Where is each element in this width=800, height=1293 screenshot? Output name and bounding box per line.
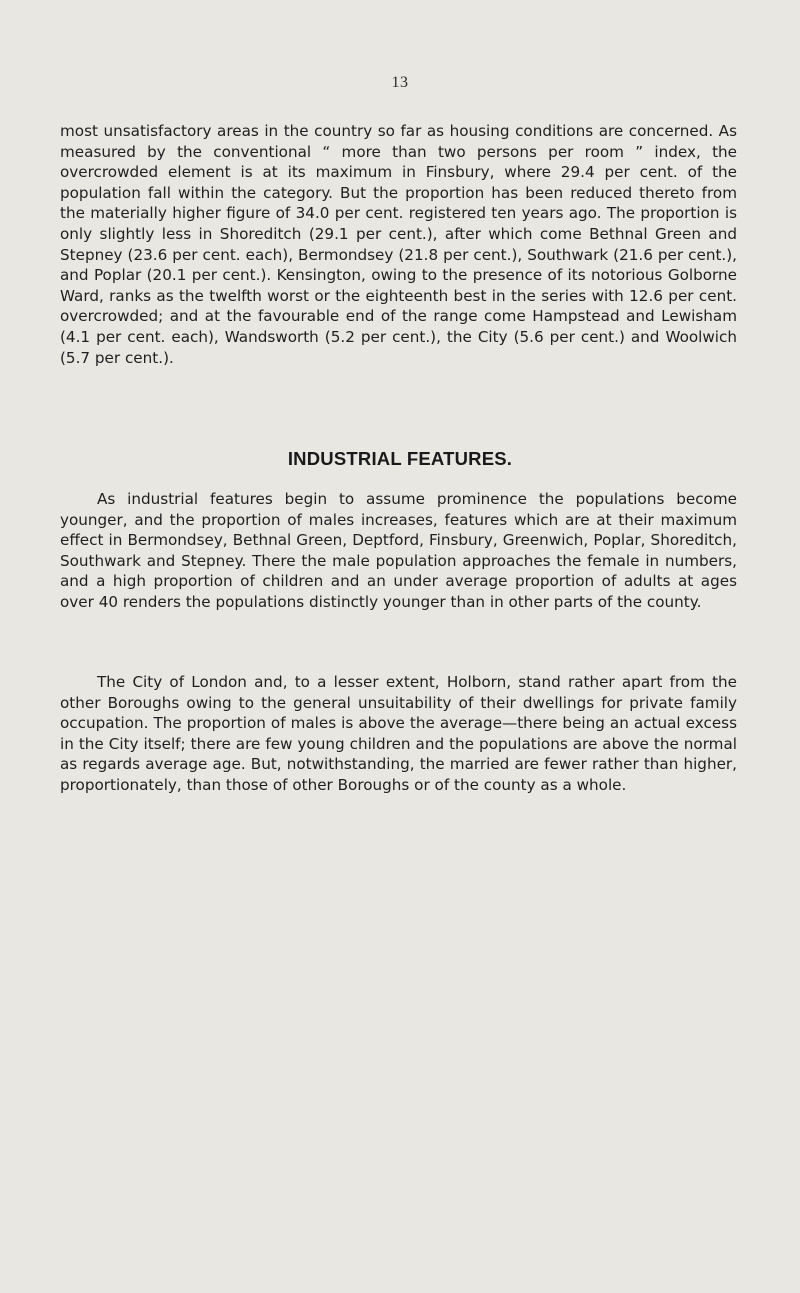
page-number: 13 (391, 74, 409, 91)
section-heading: INDUSTRIAL FEATURES. (287, 448, 513, 469)
body-paragraph-housing: most unsatisfactory areas in the country so far as housing conditions are concerned. As measured by the conventional “ more than two persons per room ” index, the overcrowded element is at its maximum in Finsbury, where 29.4 per cent. of the population fall within the category. But the proportion has been reduced thereto from the materially higher figure of 34.0 per cent. registered ten years ago. The proportion is only slightly less in Shoreditch (29.1 per cent.), after which come Bethnal Green and Stepney (23.6 per cent. each), Bermondsey (21.8 per cent.), Southwark (21.6 per cent.), and Poplar (20.1 per cent.). Kensington, owing to the presence of its notorious Golborne Ward, ranks as the twelfth worst or the eighteenth best in the series with 12.6 per cent. overcrowded; and at the favourable end of the range come Hampstead and Lewisham (4.1 per cent. each), Wandsworth (5.2 per cent.), the City (5.6 per cent.) and Woolwich (5.7 per cent.). (60, 122, 737, 367)
body-paragraph-industrial: As industrial features begin to assume prominence the populations become younger, and the proportion of males increases, features which are at their maximum effect in Bermondsey, Bethnal Green, Deptford, Finsbury, Greenwich, Poplar, Shoreditch, Southwark and Stepney. There the male population approaches the female in numbers, and a high proportion of children and an under average proportion of adults at ages over 40 renders the populations distinctly younger than in other parts of the county. (60, 490, 737, 611)
body-paragraph-city-of-london: The City of London and, to a lesser extent, Holborn, stand rather apart from the other Boroughs owing to the general unsuitability of their dwellings for private family occupation. The proportion of males is above the average—there being an actual excess in the City itself; there are few young children and the populations are above the normal as regards average age. But, notwithstanding, the married are fewer rather than higher, proportionately, than those of other Boroughs or of the county as a whole. (60, 673, 737, 794)
